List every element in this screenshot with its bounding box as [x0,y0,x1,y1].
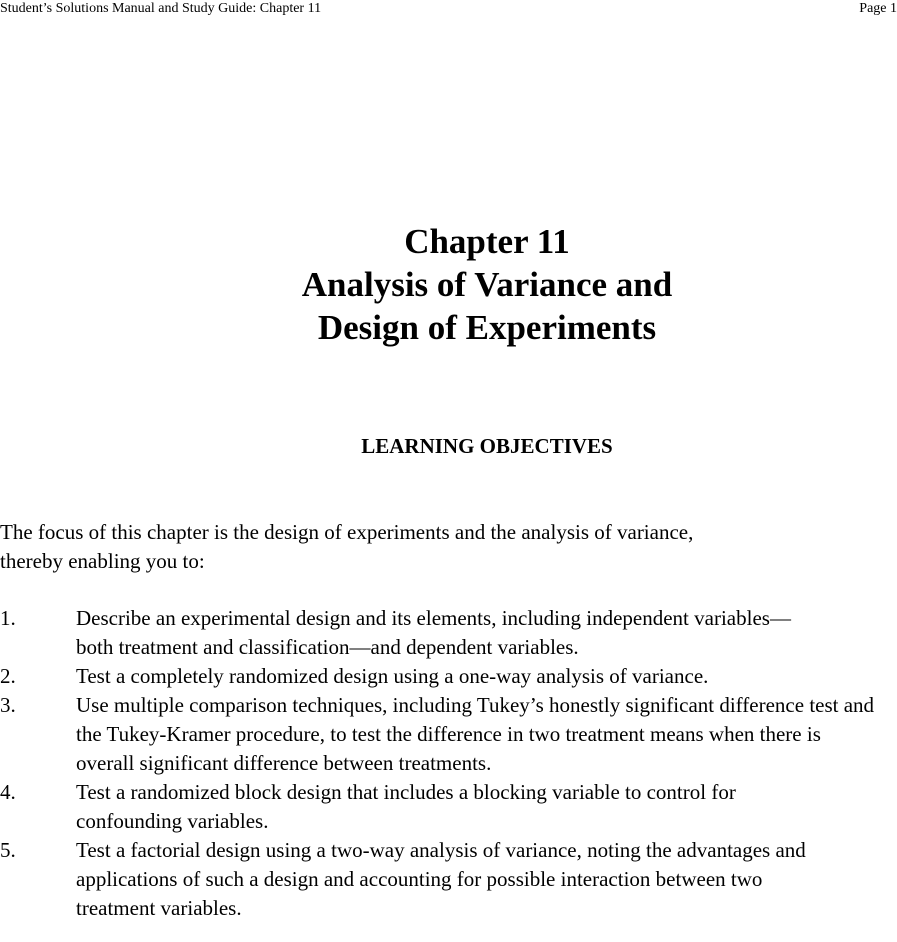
learning-objectives-heading: LEARNING OBJECTIVES [361,434,613,458]
objective-text: Use multiple comparison techniques, including Tukey’s honestly significant difference test and the Tukey-Kramer procedure, to test the difference in two treatment means when there is overall significant difference between treatments. [76,693,875,775]
objectives-list [0,604,897,923]
objective-text: Describe an experimental design and its elements, including independent variables—both treatment and classification—and dependent variables. [76,606,791,659]
intro-paragraph: The focus of this chapter is the design of experiments and the analysis of variance, thereby enabling you to: [0,520,694,573]
objective-number: 5. [0,838,16,862]
objective-number: 2. [0,664,16,688]
chapter-number: Chapter 11 [404,222,570,261]
objective-item [0,662,897,691]
objective-text: Test a completely randomized design using a one-way analysis of variance. [76,664,709,688]
objective-text: Test a randomized block design that includes a blocking variable to control for confounding variables. [76,780,736,833]
chapter-title-line-1: Analysis of Variance and [301,265,673,304]
objective-item [0,836,897,923]
objective-item [0,604,897,662]
running-header-title: Student’s Solutions Manual and Study Guide: Chapter 11 [0,1,322,16]
objective-item [0,778,897,836]
objective-number: 1. [0,606,16,630]
objective-number: 3. [0,693,16,717]
objective-number: 4. [0,780,16,804]
chapter-title-line-2: Design of Experiments [317,308,657,347]
objective-text: Test a factorial design using a two-way analysis of variance, noting the advantages and applications of such a design and accounting for possible interaction between two treatment variables. [76,838,806,920]
chapter-title [0,220,897,349]
objective-item [0,691,897,778]
page-number: Page 1 [859,1,897,16]
